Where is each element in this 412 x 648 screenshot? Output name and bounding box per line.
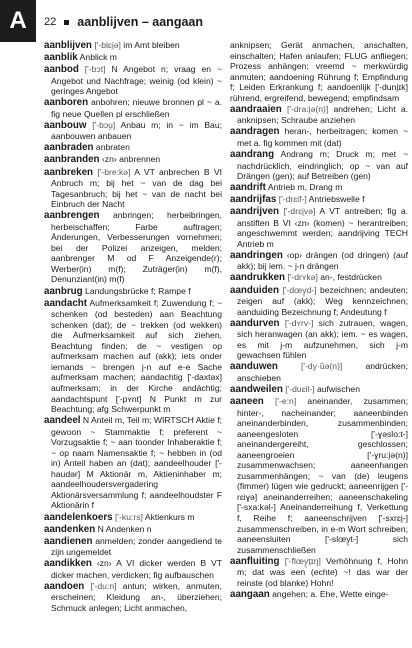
headword: aanfluiting: [230, 555, 280, 567]
dictionary-entry: [44, 40, 222, 52]
headword: aanbreken: [44, 166, 94, 178]
pronunciation: ['-dy·ŭə(n)]: [301, 361, 343, 372]
headword: aandeel: [44, 415, 81, 427]
definition-text: Antriebswelle f: [306, 194, 365, 205]
headword: aanbrengen: [44, 210, 100, 222]
definition-text: ‹zn› anbrennen: [99, 154, 161, 165]
dictionary-entry: [230, 589, 408, 601]
headword: aandringen: [230, 249, 283, 261]
dictionary-entry: [230, 318, 408, 361]
dictionary-entry: [44, 167, 222, 210]
dictionary-entry: [44, 286, 222, 298]
definition-text: N Anteil m, Teil m; WIRTSCH Aktie f; gewoon ~ Stammaktie f; preferent ~ Vorzugsaktie f; ~ aan toonder Inhaberaktie f; ~ op naam Namensaktie f; ~ hebben in (od in) Anteil haben an (dat); aandeelhouder ['-haudər] M Aktionär m, Aktieninhaber m; aandeelhoudersvergadering Aktionärsversammlung f; aandeelhoudster F Aktionärin f: [51, 415, 222, 511]
definition-text: ‹zn› A VI dicker werden B VT dicker machen, verdicken; fig aufbauschen: [51, 558, 222, 580]
definition-text: bezeichnen; andeuten; zeigen auf (akk); Weg kennzeichnen; aanduiding Bezeichnung f; Andeutung f: [237, 284, 408, 317]
headword: aaneen: [230, 396, 264, 407]
definition-text: Anblick m: [77, 52, 117, 63]
definition-text: sich zutrauen, wagen, sich heranwagen (an akk); iem. ~ es wagen, es mit j-m aufzunehmen, sich j-m gewachsen fühlen: [237, 317, 408, 361]
definition-text: anknipsen; Gerät anmachen, anschalten, einschalten; Hafen anlaufen; FLUG anfliegen; Prozess anhängen; vreemd ~ merkwürdig anmuten; aandoening Rührung f; Empfindung f; Leiden Erkrankung f; aandoenlijk ['-duni̯ɪk] rührend, ergreifend, bewegend; empfindsam: [230, 40, 408, 103]
definition-text: Landungsbrücke f; Rampe f: [82, 285, 191, 296]
dictionary-entry: [230, 194, 408, 206]
headword: aandweilen: [230, 383, 283, 395]
definition-text: ‹op› drängen (od dringen) (auf akk); bij iem. ~ j-n drängen: [237, 249, 408, 272]
definition-text: Aktienkurs m: [142, 511, 195, 522]
dictionary-entry: [44, 210, 222, 285]
dictionary-entry: [44, 581, 222, 614]
dictionary-entry: [230, 126, 408, 148]
bullet-icon: [64, 20, 69, 25]
dictionary-entry: [44, 524, 222, 536]
definition-text: N Angebot n; vraag en ~ Angebot und Nachfrage; weinig (od klein) ~ geringes Angebot: [51, 64, 222, 97]
pronunciation: ['-bɔt]: [84, 64, 106, 75]
pronunciation: ['-bɔu̯]: [92, 119, 116, 130]
dictionary-entry: [230, 285, 408, 318]
headword: aanbraden: [44, 142, 94, 154]
headword: aanblik: [44, 52, 78, 64]
page-number: 22: [44, 16, 57, 28]
definition-text: Aufmerksamkeit f; Zuwendung f; ~ schenken (od besteden) aan Beachtung schenken (dat); de ~ trekken (od wekken) die Aufmerksamkeit auf sich ziehen, Beachtung finden; de ~ vestigen op aufmerksam machen auf (akk); iets onder iemands ~ brengen j-n auf e-e Sache aufmerksam machen; aandachtig ['-daxtəx] aufmerksam; in der Kirche andächtig; aandachtspunt ['-pʏnt] N Punkt m zur Beachtung; afg Schwerpunkt m: [51, 297, 222, 415]
dictionary-entry: [230, 40, 408, 103]
dictionary-entry: [230, 250, 408, 272]
definition-text: Verhöhnung f, Hohn m; dat was een (echte) ~! das war der reinste (od blanke) Hohn!: [237, 555, 408, 588]
dictionary-entry: [44, 298, 222, 415]
definition-text: heran-, herbeitragen; komen ~ met a. fig kommen mit (dat): [237, 126, 408, 148]
dictionary-entry: [230, 272, 408, 284]
definition-text: an-, festdrücken: [317, 272, 382, 283]
pronunciation: ['-dʏrv-]: [284, 317, 314, 328]
pronunciation: ['-drʏkə]: [287, 272, 318, 283]
pronunciation: ['-du:n]: [90, 580, 117, 591]
headword: aanduwen: [230, 361, 278, 373]
dictionary-entry: [230, 104, 408, 126]
definition-text: anbringen; herbeibringen, herbeischaffen; Farbe auftragen; Änderungen, Verbesserungen vornehmen; bei der Polizei anzeigen, melden; aanbrenger M od F Anzeigende(r); Werber(in) m(f); Zuträger(in) m(f), Denunziant(in) m(f): [51, 210, 222, 285]
headword: aanbrug: [44, 285, 83, 297]
dictionary-entry: [44, 52, 222, 64]
headword: aandrift: [230, 182, 266, 194]
definition-text: A VT antreiben; fig a. anstiften B VI ‹zn› (komen) ~ herantreiben; angeschwemmt werden; aandrijving TECH Antrieb m: [237, 206, 408, 249]
pronunciation: ['-drɛi̯və]: [283, 206, 316, 217]
dictionary-entry: [44, 97, 222, 119]
headword: aandrang: [230, 148, 275, 160]
dictionary-entry: [230, 384, 408, 396]
pronunciation: ['-e:n]: [274, 396, 297, 406]
definition-text: N Andenken n: [95, 523, 152, 534]
letter-tab-label: A: [9, 7, 27, 34]
headword: aanblijven: [44, 40, 92, 51]
definition-text: im Amt bleiben: [120, 40, 180, 50]
headword: aandienen: [44, 535, 93, 547]
definition-text: aufwischen: [314, 383, 360, 394]
definition-text: antun; wirken, anmuten, erscheinen; Kleidung an-, überziehen; Schmuck anlegen; Licht anmachen,: [51, 580, 222, 613]
pronunciation: ['-drɛif-]: [278, 194, 307, 205]
dictionary-entry: [44, 536, 222, 558]
pronunciation: ['-bre:kə]: [97, 166, 131, 177]
definition-text: anmelden; zonder aangediend te zijn ungemeldet: [51, 535, 222, 558]
definition-text: A VT anbrechen B VI Anbruch m; bij het ~ van de dag bei Tagesanbruch; bij het ~ van de nacht bei Einbruch der Nacht: [51, 166, 222, 210]
definition-text: Andrang m; Druck m; met ~ nachdrücklich, eindringlich; op ~ van auf Drängen (gen); auf Betreiben (gen): [237, 148, 408, 182]
running-header: [44, 13, 404, 31]
definition-text: anbraten: [93, 142, 130, 153]
dictionary-entry: [230, 396, 408, 555]
headword: aandelenkoers: [44, 511, 113, 523]
left-column: [44, 40, 222, 644]
dictionary-entry: [44, 64, 222, 97]
definition-text: anbohren; nieuwe bronnen pl ~ a. fig neue Quellen pl erschließen: [51, 97, 222, 119]
headword: aandrukken: [230, 272, 285, 284]
pronunciation: ['-flœy̯t̯ɪŋ]: [284, 555, 321, 566]
dictionary-entry: [230, 556, 408, 589]
headword: aandraaien: [230, 103, 282, 115]
headword: aandrijven: [230, 206, 280, 218]
dictionary-entry: [44, 558, 222, 580]
pronunciation: ['-dœy̯d-]: [282, 284, 317, 295]
dictionary-entry: [230, 206, 408, 249]
pronunciation: ['-blɛi̯ə]: [94, 40, 121, 50]
dictionary-entry: [44, 512, 222, 524]
dictionary-entry: [44, 415, 222, 511]
dictionary-entry: [230, 182, 408, 194]
dictionary-entry: [44, 120, 222, 142]
headword: aandenken: [44, 523, 96, 535]
definition-text: Antrieb m, Drang m: [265, 182, 343, 193]
headword: aanbod: [44, 64, 79, 76]
headword: aanboren: [44, 97, 89, 109]
headword: aandurven: [230, 317, 280, 329]
headword: aandrijfas: [230, 194, 277, 206]
headword: aandacht: [44, 297, 88, 309]
headword: aangaan: [230, 588, 270, 600]
dictionary-entry: [44, 154, 222, 166]
dictionary-entry: [44, 142, 222, 154]
dictionary-entry: [230, 149, 408, 182]
headword: aanbouw: [44, 119, 87, 131]
definition-text: aneinander, zusammen; hinter-, nacheinander; aaneenbinden aneinanderbinden, zusammenbinden; aaneengesloten ['-ɣəslo:t-] aneinandergereiht, geschlossen; aaneengroeien ['-ɣru:i̯ə(n)] zusammenwachsen; aaneenhangen zusammenhängen; ~ van (de) leugens (fimmer) lügen wie gedruckt; aaneenrijgen ['-rɛiɣə] aneinanderreihen; aaneenschakeling ['-sxa:kəl-] Aneinanderreihung f, Verkettung f, Reihe f; aaneenschrijven ['-sxrɛi̯-] zusammenschreiben, in e-m Wort schreiben; aaneensluiten ['-slœy̯t-] sich zusammenschließen: [237, 396, 408, 555]
headword: aandoen: [44, 580, 85, 592]
headword: aanduiden: [230, 284, 279, 296]
running-head: aanblijven – aangaan: [77, 15, 203, 29]
dictionary-columns: [44, 40, 408, 644]
headword: aandikken: [44, 558, 92, 570]
pronunciation: ['-ku:rs]: [115, 511, 143, 522]
headword: aanbranden: [44, 154, 100, 166]
pronunciation: ['-dʋɛil-]: [285, 383, 315, 394]
letter-tab: [0, 0, 36, 42]
dictionary-entry: [230, 361, 408, 383]
right-column: [230, 40, 408, 644]
definition-text: andrehen; Licht a. anknipsen; Schraube anziehen: [237, 103, 408, 126]
headword: aandragen: [230, 126, 280, 138]
definition-text: andrücken; anschieben: [237, 361, 408, 383]
pronunciation: ['-dra:i̯ə(n)]: [286, 103, 329, 114]
definition-text: Anbau m; in ~ im Bau; aanbouwen anbauen: [51, 119, 222, 142]
definition-text: angehen; a. Ehe, Wette einge-: [269, 588, 389, 599]
